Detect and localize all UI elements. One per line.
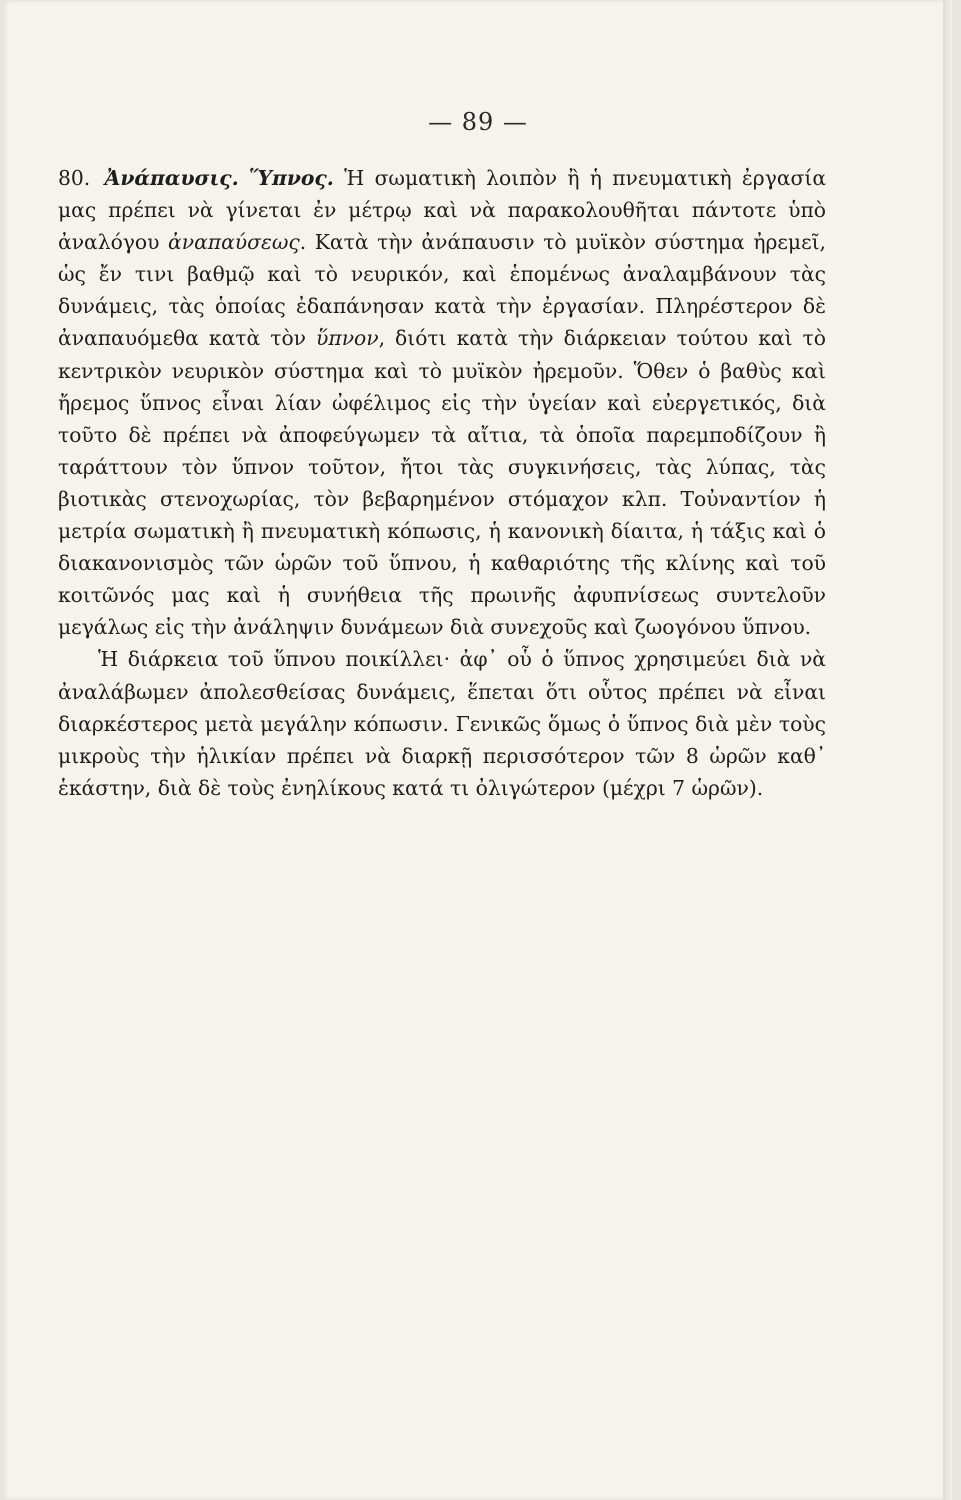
section-80	[58, 162, 826, 804]
page-edge	[943, 0, 952, 1500]
section-number: 80.	[58, 166, 91, 190]
section-title-sleep: Ὕπνος.	[249, 166, 334, 190]
book-page	[4, 0, 952, 1500]
paragraph: Ἡ διάρκεια τοῦ ὕπνου ποικίλλει· ἀφ᾽ οὗ ὁ ὕπνος χρησιμεύει διὰ νὰ ἀναλάβωμεν ἀπολεσθείσας δυνάμεις, ἕπεται ὅτι οὗτος πρέπει νὰ εἶναι διαρκέστερος μετὰ μεγάλην κόπωσιν. Γενικῶς ὅμως ὁ ὕπνος διὰ μὲν τοὺς μικροὺς τὴν ἡλικίαν πρέπει νὰ διαρκῇ περισσότερον τῶν 8 ὡρῶν καθ᾽ ἑκάστην, διὰ δὲ τοὺς ἐνηλίκους κατά τι ὀλιγώτερον (μέχρι 7 ὡρῶν).	[58, 647, 826, 800]
paragraph	[58, 162, 826, 643]
paragraph-text: Ἡ σωματικὴ λοιπὸν ἢ ἡ πνευματικὴ ἐργασία μας πρέπει νὰ γίνεται ἐν μέτρῳ καὶ νὰ παρακολουθῆται πάντοτε ὑπὸ ἀναλόγου	[58, 166, 827, 255]
paragraph-text: . Κατὰ τὴν ἀνάπαυσιν τὸ μυϊκὸν σύστημα ἠρεμεῖ, ὡς ἔν τινι βαθμῷ καὶ τὸ νευρικόν, καὶ ἑπομένως ἀναλαμβάνουν τὰς δυνάμεις, τὰς ὁποίας ἐδαπάνησαν κατὰ τὴν ἐργασίαν. Πληρέστερον δὲ ἀναπαυόμεθα κατὰ τὸν	[58, 230, 827, 351]
emphasis-term: ἀναπαύσεως	[168, 230, 300, 255]
section-title-rest: Ἀνάπαυσις.	[104, 166, 239, 190]
paragraph-text: , διότι κατὰ τὴν διάρκειαν τούτου καὶ τὸ κεντρικὸν νευρικὸν σύστημα καὶ τὸ μυϊκὸν ἠρεμοῦν. Ὅθεν ὁ βαθὺς καὶ ἤρεμος ὕπνος εἶναι λίαν ὠφέλιμος εἰς τὴν ὑγείαν καὶ εὐεργετικός, διὰ τοῦτο δὲ πρέπει νὰ ἀποφεύγωμεν τὰ αἴτια, τὰ ὁποῖα παρεμποδίζουν ἢ ταράττουν τὸν ὕπνον τοῦτον, ἤτοι τὰς συγκινήσεις, τὰς λύπας, τὰς βιοτικὰς στενοχωρίας, τὸν βεβαρημένον στόμαχον κλπ. Τοὐναντίον ἡ μετρία σωματικὴ ἢ πνευματικὴ κόπωσις, ἡ κανονικὴ δίαιτα, ἡ τάξις καὶ ὁ διακανονισμὸς τῶν ὡρῶν τοῦ ὕπνου, ἡ καθαριότης τῆς κλίνης καὶ τοῦ κοιτῶνός μας καὶ ἡ συνήθεια τῆς πρωινῆς ἀφυπνίσεως συντελοῦν μεγάλως εἰς τὴν ἀνάληψιν δυνάμεων διὰ συνεχοῦς καὶ ζωογόνου ὕπνου.	[58, 326, 826, 640]
page-number: — 89 —	[428, 108, 528, 136]
emphasis-term: ὕπνον	[316, 326, 379, 351]
